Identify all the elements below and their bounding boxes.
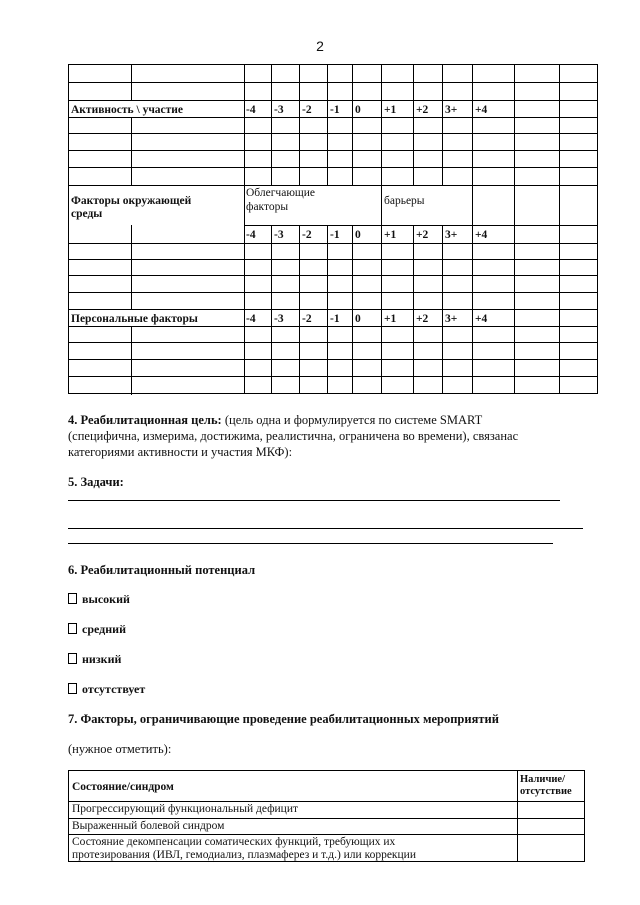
scale-value: +1 bbox=[384, 313, 397, 325]
barriers-label: барьеры bbox=[384, 195, 425, 207]
grid-row-line bbox=[69, 82, 597, 83]
scale-value: -1 bbox=[330, 313, 340, 325]
grid-col-line bbox=[442, 225, 443, 393]
grid-col-line bbox=[327, 65, 328, 185]
grid-col-line bbox=[131, 225, 132, 309]
grid-col-line bbox=[514, 65, 515, 393]
scale-value: 0 bbox=[355, 104, 361, 116]
grid-col-line bbox=[413, 225, 414, 393]
personal-factors-label: Персональные факторы bbox=[71, 313, 198, 325]
facilitators-label-2: факторы bbox=[246, 201, 289, 213]
scale-value: 3+ bbox=[445, 229, 458, 241]
checkbox-icon[interactable] bbox=[68, 623, 77, 634]
grid-col-line bbox=[131, 326, 132, 395]
scale-value: +4 bbox=[475, 313, 488, 325]
table-col-line bbox=[517, 771, 518, 861]
scale-value: -4 bbox=[246, 229, 256, 241]
scale-value: -4 bbox=[246, 313, 256, 325]
section-7-heading: 7. Факторы, ограничивающие проведение реабилитационных мероприятий bbox=[68, 712, 499, 726]
grid-row-line bbox=[69, 243, 597, 244]
option-label: средний bbox=[82, 622, 126, 636]
scale-value: -2 bbox=[302, 229, 312, 241]
option-label: низкий bbox=[82, 652, 122, 666]
scale-value: -4 bbox=[246, 104, 256, 116]
table-row: Выраженный болевой синдром bbox=[72, 820, 225, 832]
scale-value: 0 bbox=[355, 229, 361, 241]
grid-col-line bbox=[131, 65, 132, 100]
scale-value: +4 bbox=[475, 229, 488, 241]
table-row: Состояние декомпенсации соматических функций, требующих их bbox=[72, 836, 396, 848]
section-4-text-2: (специфична, измерима, достижима, реалистична, ограничена во времени), связанас bbox=[68, 429, 519, 443]
table-row: Прогрессирующий функциональный дефицит bbox=[72, 803, 299, 815]
scale-value: 0 bbox=[355, 313, 361, 325]
icf-grid-table bbox=[68, 64, 598, 394]
table-header-presence-2: отсутствие bbox=[520, 786, 572, 797]
table-row-line bbox=[69, 818, 584, 819]
scale-value: -1 bbox=[330, 104, 340, 116]
section-7-note: (нужное отметить): bbox=[68, 742, 172, 756]
section-6-heading: 6. Реабилитационный потенциал bbox=[68, 563, 256, 577]
tasks-line bbox=[68, 528, 583, 529]
scale-value: +2 bbox=[416, 104, 429, 116]
grid-col-line bbox=[299, 225, 300, 393]
scale-value: +2 bbox=[416, 313, 429, 325]
scale-value: +1 bbox=[384, 229, 397, 241]
scale-value: +4 bbox=[475, 104, 488, 116]
table-row-line bbox=[69, 801, 584, 802]
grid-col-line bbox=[352, 225, 353, 393]
activity-participation-label: Активность \ участие bbox=[71, 104, 184, 116]
grid-col-line bbox=[244, 65, 245, 393]
option-label: отсутствует bbox=[82, 682, 146, 696]
environmental-factors-label-2: среды bbox=[71, 208, 103, 220]
grid-col-line bbox=[381, 65, 382, 393]
table-row-line bbox=[69, 834, 584, 835]
table-header-presence bbox=[520, 774, 572, 798]
scale-value: +1 bbox=[384, 104, 397, 116]
grid-row-line bbox=[69, 185, 597, 186]
checkbox-icon[interactable] bbox=[68, 683, 77, 694]
checkbox-icon[interactable] bbox=[68, 593, 77, 604]
grid-col-line bbox=[413, 65, 414, 185]
grid-row-line bbox=[69, 150, 597, 151]
section-4-text-1: (цель одна и формулируется по системе SMART bbox=[221, 413, 483, 427]
grid-row-line bbox=[69, 275, 597, 276]
page-number: 2 bbox=[316, 38, 324, 54]
scale-value: -2 bbox=[302, 104, 312, 116]
grid-col-line bbox=[352, 65, 353, 185]
facilitators-label: Облегчающие bbox=[246, 187, 316, 199]
scale-value: -3 bbox=[274, 104, 284, 116]
section-4-heading: 4. Реабилитационная цель: bbox=[68, 413, 222, 427]
grid-col-line bbox=[472, 65, 473, 393]
option-high[interactable] bbox=[68, 592, 130, 607]
scale-value: +2 bbox=[416, 229, 429, 241]
grid-row-line bbox=[69, 259, 597, 260]
scale-value: -3 bbox=[274, 313, 284, 325]
option-low[interactable] bbox=[68, 652, 121, 667]
grid-row-line bbox=[69, 167, 597, 168]
grid-row-line bbox=[69, 359, 597, 360]
grid-col-line bbox=[299, 65, 300, 185]
grid-row-line bbox=[69, 342, 597, 343]
option-medium[interactable] bbox=[68, 622, 126, 637]
grid-row-line bbox=[69, 309, 597, 310]
table-header-condition: Состояние/синдром bbox=[72, 781, 174, 793]
grid-col-line bbox=[442, 65, 443, 185]
tasks-line bbox=[68, 543, 553, 544]
grid-row-line bbox=[69, 326, 597, 327]
table-header-presence-1: Наличие/ bbox=[520, 774, 565, 785]
checkbox-icon[interactable] bbox=[68, 653, 77, 664]
scale-value: 3+ bbox=[445, 313, 458, 325]
grid-row-line bbox=[69, 292, 597, 293]
grid-row-line bbox=[244, 225, 597, 226]
grid-col-line bbox=[271, 65, 272, 185]
grid-row-line bbox=[69, 117, 597, 118]
scale-value: 3+ bbox=[445, 104, 458, 116]
section-5-heading: 5. Задачи: bbox=[68, 475, 124, 489]
grid-col-line bbox=[327, 225, 328, 393]
grid-row-line bbox=[69, 376, 597, 377]
scale-value: -2 bbox=[302, 313, 312, 325]
grid-row-line bbox=[69, 133, 597, 134]
option-absent[interactable] bbox=[68, 682, 145, 697]
grid-col-line bbox=[271, 225, 272, 393]
table-row: протезирования (ИВЛ, гемодиализ, плазмаферез и т.д.) или коррекции bbox=[72, 849, 416, 861]
scale-value: -1 bbox=[330, 229, 340, 241]
section-4-goal bbox=[68, 412, 598, 460]
scale-value: -3 bbox=[274, 229, 284, 241]
section-4-text-3: категориями активности и участия МКФ): bbox=[68, 445, 293, 459]
tasks-line bbox=[68, 500, 560, 501]
grid-row-line bbox=[69, 100, 597, 101]
limiting-factors-table bbox=[68, 770, 585, 862]
environmental-factors-label: Факторы окружающей bbox=[71, 195, 192, 207]
grid-col-line bbox=[131, 117, 132, 185]
option-label: высокий bbox=[82, 592, 130, 606]
grid-col-line bbox=[559, 65, 560, 393]
